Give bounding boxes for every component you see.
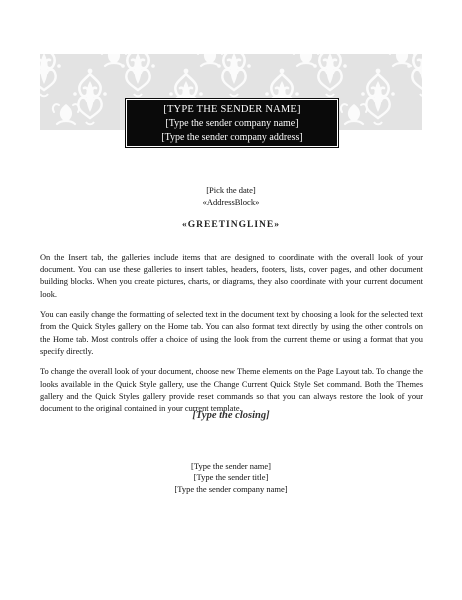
- body-paragraph: On the Insert tab, the galleries include items that are designed to coordinate with the overall look of your document. You can use these galleries to insert tables, headers, footers, lists, cover pages, and other document building blocks. When you create pictures, charts, or diagrams, they also coordinate with your current document look.: [40, 253, 423, 299]
- body-paragraph: You can easily change the formatting of selected text in the document text by choosing a look for the selected text from the Quick Styles gallery on the Home tab. You can also format text directly by using the other controls on the Home tab. Most controls offer a choice of using the look from the current theme or using a format that you specify directly.: [40, 310, 423, 356]
- body-paragraph: To change the overall look of your document, choose new Theme elements on the Page Layout tab. To change the looks available in the Quick Style gallery, use the Change Current Quick Style Set command. Both the Themes gallery and the Quick Styles gallery provide reset commands so that you can always restore the look of your document to the original contained in your current template.: [40, 367, 423, 414]
- date-field[interactable]: [Pick the date]: [206, 185, 256, 195]
- sender-info-box: [126, 99, 338, 147]
- sender-name[interactable]: [TYPE THE SENDER NAME]: [163, 104, 301, 115]
- sender-company-address[interactable]: [Type the sender company address]: [161, 131, 303, 143]
- sender-company-name[interactable]: [Type the sender company name]: [165, 118, 299, 129]
- date-address-block: [40, 184, 422, 208]
- signature-sender-title[interactable]: [Type the sender title]: [193, 472, 269, 483]
- address-block-field[interactable]: «AddressBlock»: [202, 197, 260, 207]
- closing-field[interactable]: [Type the closing]: [192, 410, 270, 421]
- signature-block: [40, 461, 422, 495]
- signature-company-name[interactable]: [Type the sender company name]: [174, 483, 288, 494]
- signature-sender-name[interactable]: [Type the sender name]: [191, 461, 271, 471]
- letter-body: [40, 252, 423, 424]
- greeting-line[interactable]: «GREETINGLINE»: [182, 220, 280, 230]
